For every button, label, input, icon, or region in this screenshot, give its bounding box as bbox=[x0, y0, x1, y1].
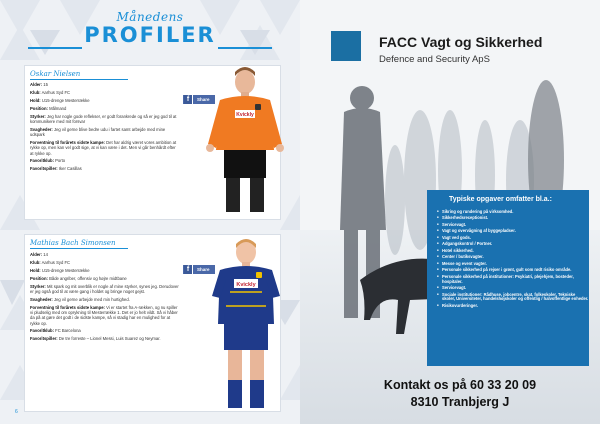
page-number: 6 bbox=[15, 409, 18, 415]
field-label: Styrker: bbox=[30, 113, 46, 119]
title-rule-right bbox=[218, 47, 272, 49]
field-label: Favoritklub: bbox=[30, 328, 54, 334]
service-item: • Servicevagt. bbox=[437, 223, 589, 228]
contact-info bbox=[340, 377, 580, 411]
page-title: PROFILER bbox=[84, 23, 216, 47]
company-subtitle: Defence and Security ApS bbox=[379, 54, 490, 65]
service-item: • Center / butiksvagter. bbox=[437, 255, 589, 260]
field-value: Aarhus Syd FC bbox=[40, 89, 71, 95]
field-value: Det har aldrig været vores ambition at rykke op, men kan vel godt sige, at vi kan være i det. Men vi går benhårdt efter at rykke op. bbox=[30, 139, 177, 156]
svg-text:Kvickly: Kvickly bbox=[236, 112, 254, 118]
service-item: • Personale sikkerhed på rejser i grønt, gult som rødt risiko område. bbox=[437, 268, 589, 273]
service-item: • Adgangskontrol / Portner. bbox=[437, 242, 589, 247]
name-underline bbox=[30, 248, 128, 249]
player-photo-midfielder bbox=[204, 232, 290, 412]
field-label: Hold: bbox=[30, 267, 41, 273]
contact-address: 8310 Tranbjerg J bbox=[410, 395, 510, 409]
field-value: Aarhus Syd FC bbox=[40, 259, 71, 265]
field-value: Vi er startet fra A-rækken, og nu spiller vi pludselig med om oprykning til Mesterrække 1. Det er jo helt vildt. Så vi håber da på at gøre det godt i de sidste kampe, så vi stadig har en mulighed for at rykke op. bbox=[30, 304, 178, 326]
field-label: Klub: bbox=[30, 89, 41, 95]
field-label: Favoritklub: bbox=[30, 158, 54, 164]
field-label: Position: bbox=[30, 105, 48, 111]
service-item: • Hotel sikkerhed. bbox=[437, 249, 589, 254]
field-label: Favoritspiller: bbox=[30, 166, 58, 172]
field-label: Klub: bbox=[30, 259, 41, 265]
player-name: Oskar Nielsen bbox=[30, 70, 81, 78]
header-script-title: Månedens bbox=[116, 10, 184, 24]
field-value: Porto bbox=[53, 158, 66, 164]
service-item: • Sikring og rundering på virksomhed. bbox=[437, 210, 589, 215]
field-value: Både angriber, offensiv og højre midtbane bbox=[47, 275, 127, 281]
company-name: FACC Vagt og Sikkerhed bbox=[379, 34, 543, 50]
name-underline bbox=[30, 79, 128, 80]
share-label: Share bbox=[197, 97, 210, 102]
field-value: U15-drenge Mesterrække bbox=[40, 97, 90, 103]
player-info bbox=[30, 82, 180, 174]
field-label: Favoritspiller: bbox=[30, 336, 58, 342]
field-label: Svagheder: bbox=[30, 126, 53, 132]
player-name: Mathias Bach Simonsen bbox=[30, 239, 116, 247]
service-item: • Sikkerhedsreceptionist. bbox=[437, 216, 589, 221]
field-value: 14 bbox=[42, 252, 48, 257]
field-value: Jeg har nogle gode reflekser, er godt forankrede og så er jeg god til at kommunikere med mit forsvar bbox=[30, 113, 177, 124]
services-title: Typiske opgaver omfatter bl.a.: bbox=[449, 196, 552, 203]
field-label: Svagheder: bbox=[30, 296, 53, 302]
title-rule-left bbox=[28, 47, 82, 49]
contact-phone: Kontakt os på 60 33 20 09 bbox=[383, 378, 537, 392]
field-label: Position: bbox=[30, 275, 48, 281]
field-label: Alder: bbox=[30, 82, 43, 87]
field-label: Styrker: bbox=[30, 283, 46, 289]
service-item: • Risikovurderinger. bbox=[437, 304, 589, 309]
field-label: Alder: bbox=[30, 252, 43, 257]
field-value: Målmand bbox=[47, 105, 67, 111]
service-item: • Messe og event vagter. bbox=[437, 262, 589, 267]
player-photo-goalkeeper bbox=[202, 58, 288, 218]
profiles-header bbox=[0, 10, 300, 46]
field-value: U15-drenge Mesterrække bbox=[40, 267, 90, 273]
services-box bbox=[427, 190, 589, 366]
service-item: • Vagt ved gods. bbox=[437, 236, 589, 241]
player-info bbox=[30, 252, 180, 344]
field-value: De tre forreste – Lionel Messi, Luis Suarez og Neymar. bbox=[57, 336, 161, 342]
field-value: Jeg vil gerne blive bedre udu i fartet samt arbejde med mine udspark bbox=[30, 126, 166, 138]
company-logo bbox=[331, 31, 361, 61]
service-item: • Personale sikkerhed på institutioner: Psykiatri, plejehjem, bosteder, hospitaler. bbox=[437, 275, 589, 285]
services-list bbox=[437, 210, 589, 309]
field-value: FC Barcelona bbox=[53, 328, 81, 334]
share-label: Share bbox=[197, 267, 210, 272]
field-label: Forventning til forårets sidste kampe: bbox=[30, 139, 105, 145]
field-label: Forventning til forårets sidste kampe: bbox=[30, 304, 105, 310]
svg-text:Kvickly: Kvickly bbox=[236, 282, 256, 288]
advertisement-page bbox=[300, 0, 600, 424]
service-item: • Sociale institutioner: Rådhuse, jobcentre, skat, folkeskoler, Tekniske skoler, Universiteter, handelshøjskoler og offentlig / halvoffentlige enheder. bbox=[437, 293, 589, 303]
field-value: Jeg vil gerne arbejde med min hurtighed. bbox=[52, 296, 130, 302]
player-card-mathias bbox=[24, 234, 281, 412]
field-value: Iker Casillas bbox=[57, 166, 82, 172]
facebook-icon: f bbox=[184, 95, 193, 104]
service-item: • Vagt og overvågning af byggepladser. bbox=[437, 229, 589, 234]
field-value: Mit spark og mit overblik er nogle af mine styrker, synes jeg. Derudover er jeg også god til at være gang i holdet og bringe noget gejst. bbox=[30, 283, 179, 294]
player-card-oskar bbox=[24, 65, 281, 220]
field-label: Hold: bbox=[30, 97, 41, 103]
field-value: 15 bbox=[42, 82, 48, 87]
facebook-icon: f bbox=[184, 265, 193, 274]
service-item: • Servicevagt. bbox=[437, 286, 589, 291]
